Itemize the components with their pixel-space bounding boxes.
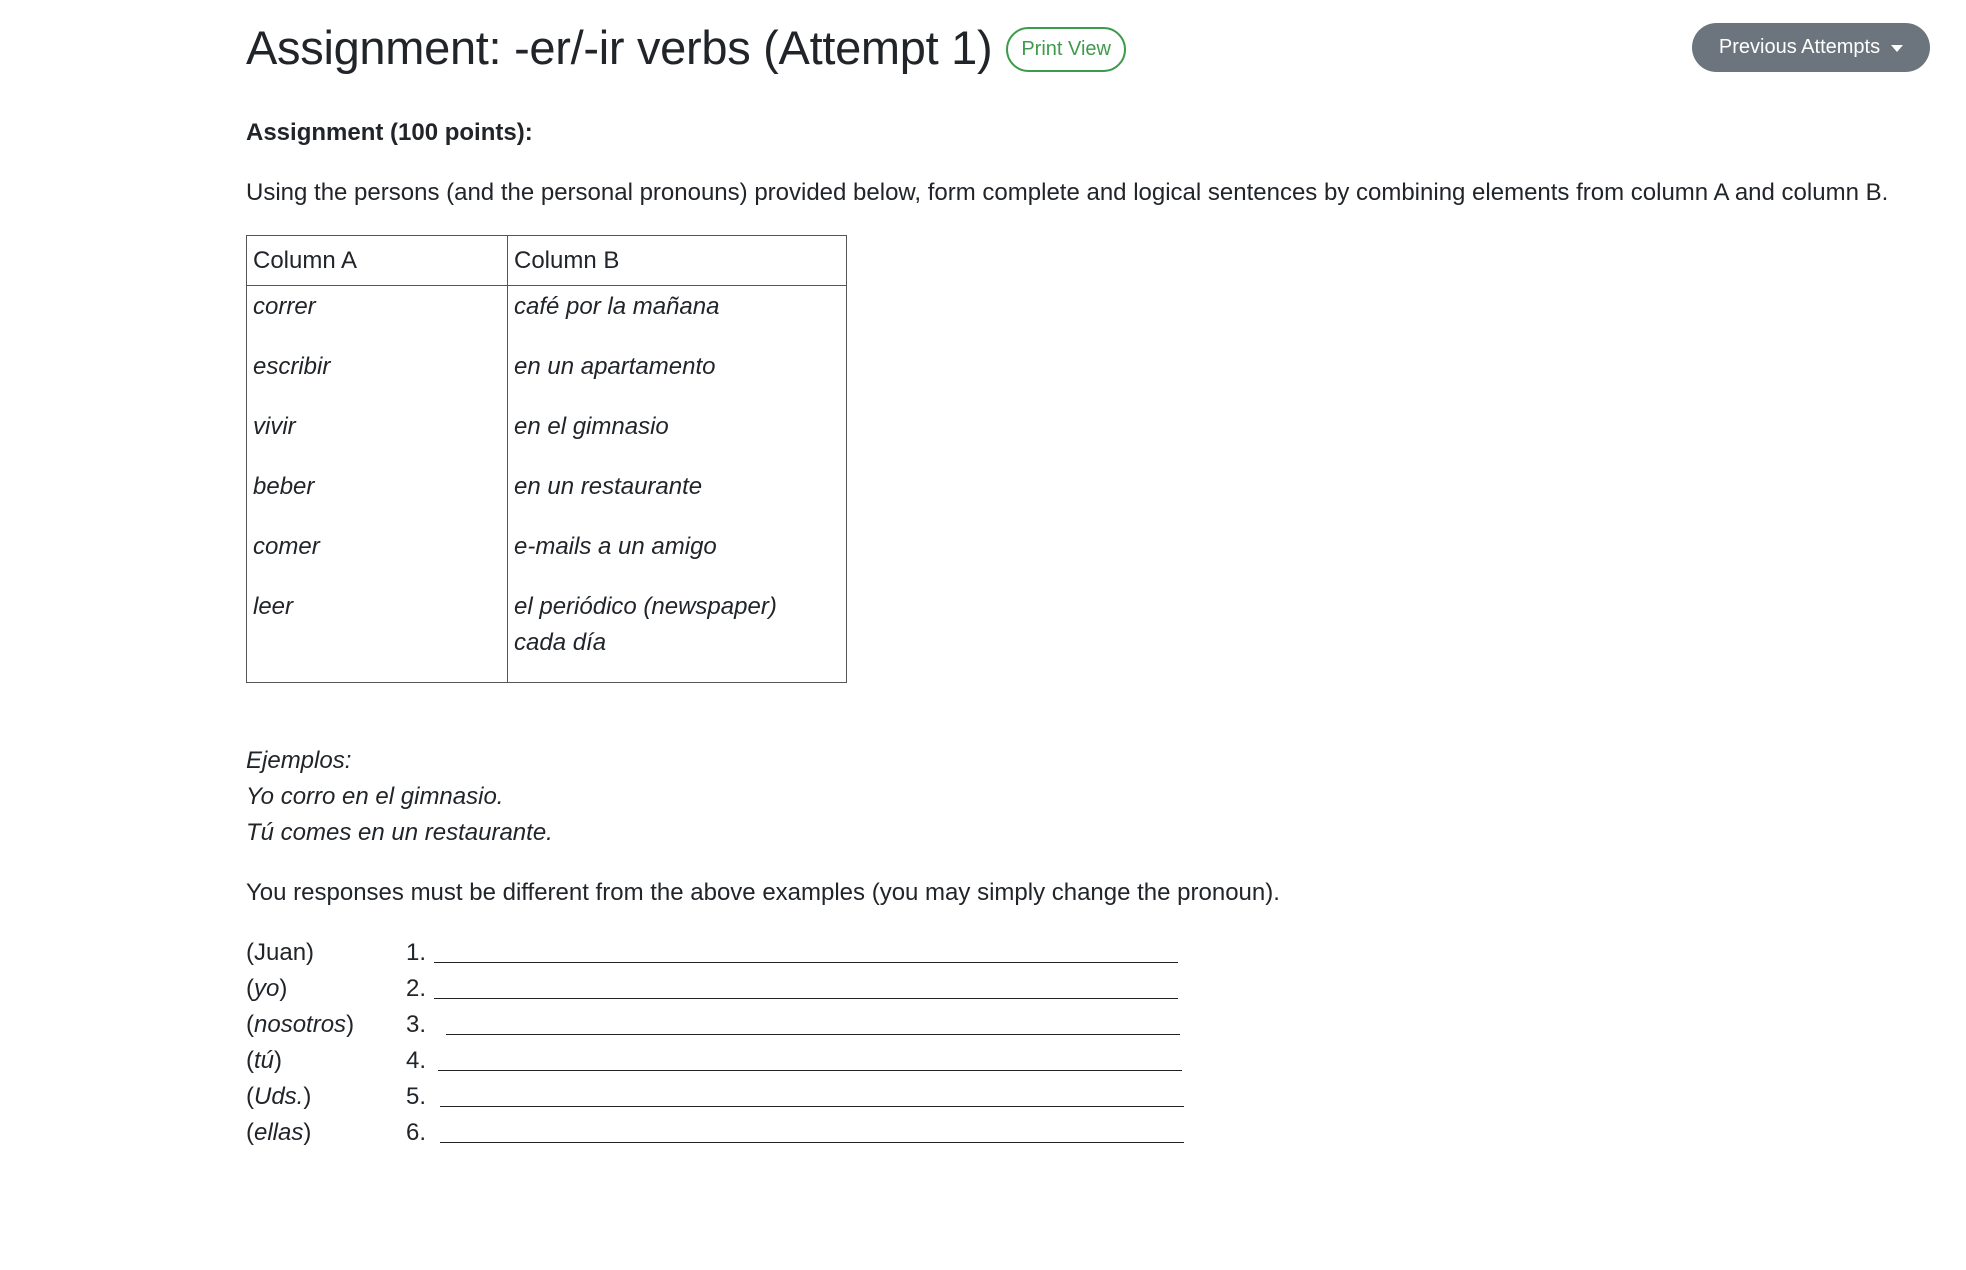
column-a-item: escribir — [253, 353, 331, 380]
column-b-item: e-mails a un amigo — [514, 533, 717, 560]
answer-number: 2. — [405, 975, 426, 1002]
answer-row — [246, 1043, 1926, 1079]
caret-down-icon — [1891, 45, 1903, 52]
answer-blank — [438, 1052, 1182, 1071]
answer-row — [246, 935, 1926, 971]
column-b-header: Column B — [508, 236, 847, 286]
answer-row — [246, 971, 1926, 1007]
column-a-item: comer — [253, 533, 320, 560]
column-b-cell — [508, 286, 847, 683]
column-a-header: Column A — [247, 236, 508, 286]
answer-blank — [440, 1088, 1184, 1107]
column-a-item: correr — [253, 293, 316, 320]
table-header-row — [247, 236, 847, 286]
column-a-cell — [247, 286, 508, 683]
answer-number: 5. — [405, 1083, 426, 1110]
pronoun-label: (tú) — [246, 1047, 283, 1074]
page-title: Assignment: -er/-ir verbs (Attempt 1) — [246, 21, 993, 74]
answer-list — [246, 935, 1926, 1151]
answer-blank — [446, 1016, 1180, 1035]
column-a-item: beber — [253, 473, 315, 500]
answer-row — [246, 1115, 1926, 1151]
example-line: Yo corro en el gimnasio. — [246, 783, 504, 810]
title-row — [246, 20, 1126, 75]
pronoun-label: (ellas) — [246, 1119, 312, 1146]
column-b-item: el periódico (newspaper) cada día — [514, 593, 777, 656]
examples-block — [246, 743, 1926, 851]
table-body-row — [247, 286, 847, 683]
example-line: Tú comes en un restaurante. — [246, 819, 553, 846]
answer-number: 3. — [405, 1011, 426, 1038]
print-view-button[interactable]: Print View — [1006, 27, 1126, 72]
answer-row — [246, 1079, 1926, 1115]
answer-blank — [440, 1124, 1184, 1143]
pronoun-label: (Uds.) — [246, 1083, 312, 1110]
column-b-item: en un apartamento — [514, 353, 716, 380]
assignment-content — [246, 115, 1926, 1151]
column-b-item: en un restaurante — [514, 473, 703, 500]
previous-attempts-label: Previous Attempts — [1718, 36, 1881, 58]
response-note: You responses must be different from the above examples (you may simply change the pronoun). — [246, 879, 1280, 906]
answer-number: 6. — [405, 1119, 426, 1146]
answer-blank — [434, 944, 1178, 963]
answer-number: 4. — [405, 1047, 426, 1074]
assignment-instructions: Using the persons (and the personal pronouns) provided below, form complete and logical sentences by combining elements from column A and column B. — [246, 179, 1889, 206]
pronoun-label: (nosotros) — [246, 1011, 355, 1038]
column-a-item: leer — [253, 593, 294, 620]
column-b-item: café por la mañana — [514, 293, 720, 320]
answer-row — [246, 1007, 1926, 1043]
pronoun-label: (Juan) — [246, 939, 315, 966]
answer-number: 1. — [405, 939, 426, 966]
pronoun-label: (yo) — [246, 975, 288, 1002]
answer-blank — [434, 980, 1178, 999]
previous-attempts-dropdown[interactable] — [1692, 23, 1930, 72]
column-a-item: vivir — [253, 413, 296, 440]
examples-label: Ejemplos: — [246, 747, 352, 774]
column-b-item: en el gimnasio — [514, 413, 669, 440]
assignment-heading: Assignment (100 points): — [246, 119, 533, 146]
columns-table — [246, 235, 847, 683]
